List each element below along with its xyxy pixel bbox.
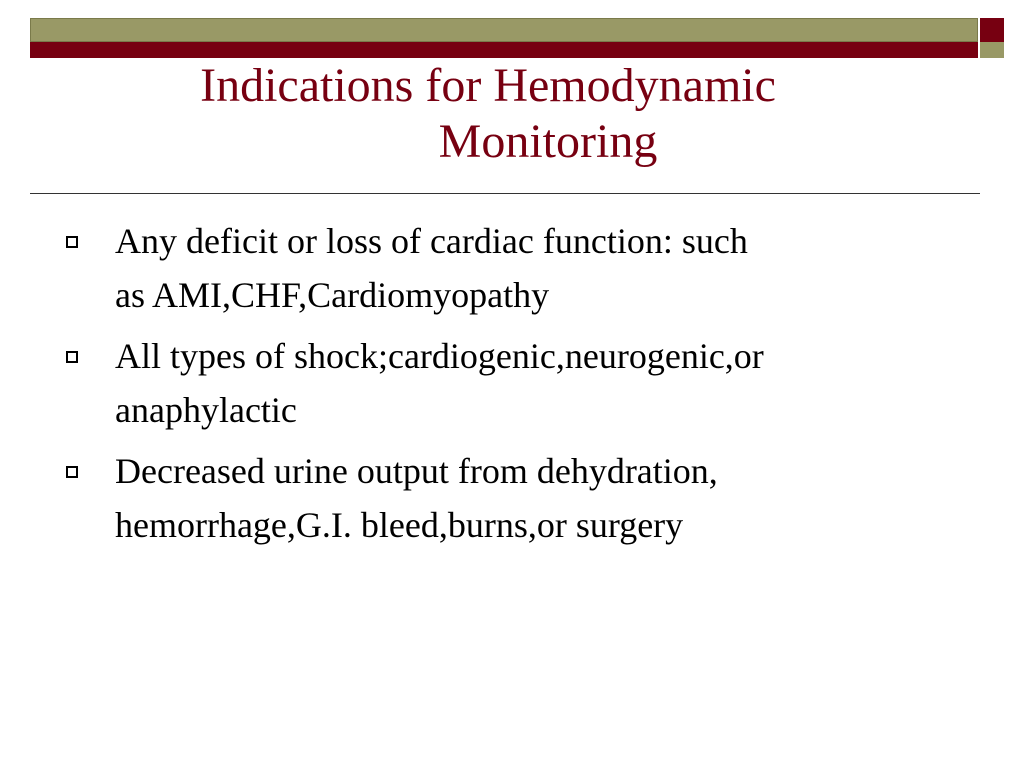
hollow-square-bullet-icon — [66, 351, 78, 363]
hollow-square-bullet-icon — [66, 466, 78, 478]
banner-olive-band — [30, 18, 978, 42]
slide-title-line-1: Indications for Hemodynamic — [200, 59, 776, 112]
title-divider — [30, 193, 980, 194]
banner-maroon-band — [30, 42, 978, 58]
bullet-text-line-2: hemorrhage,G.I. bleed,burns,or surgery — [115, 505, 684, 545]
banner-maroon-square — [980, 18, 1004, 42]
bullet-text-line-1: All types of shock;cardiogenic,neurogenic,or — [115, 336, 764, 376]
bullet-text-line-2: anaphylactic — [115, 390, 297, 430]
hollow-square-bullet-icon — [66, 236, 78, 248]
bullet-item — [62, 444, 962, 552]
bullet-text-line-1: Any deficit or loss of cardiac function: such — [115, 221, 748, 261]
top-banner — [0, 0, 1024, 60]
banner-olive-square — [980, 42, 1004, 58]
bullet-item — [62, 214, 962, 322]
bullet-text-line-2: as AMI,CHF,Cardiomyopathy — [115, 275, 550, 315]
bullet-list — [62, 214, 962, 559]
slide-title-line-2: Monitoring — [438, 115, 658, 168]
bullet-text-line-1: Decreased urine output from dehydration, — [115, 451, 718, 491]
bullet-item — [62, 329, 962, 437]
slide-title — [0, 58, 976, 170]
